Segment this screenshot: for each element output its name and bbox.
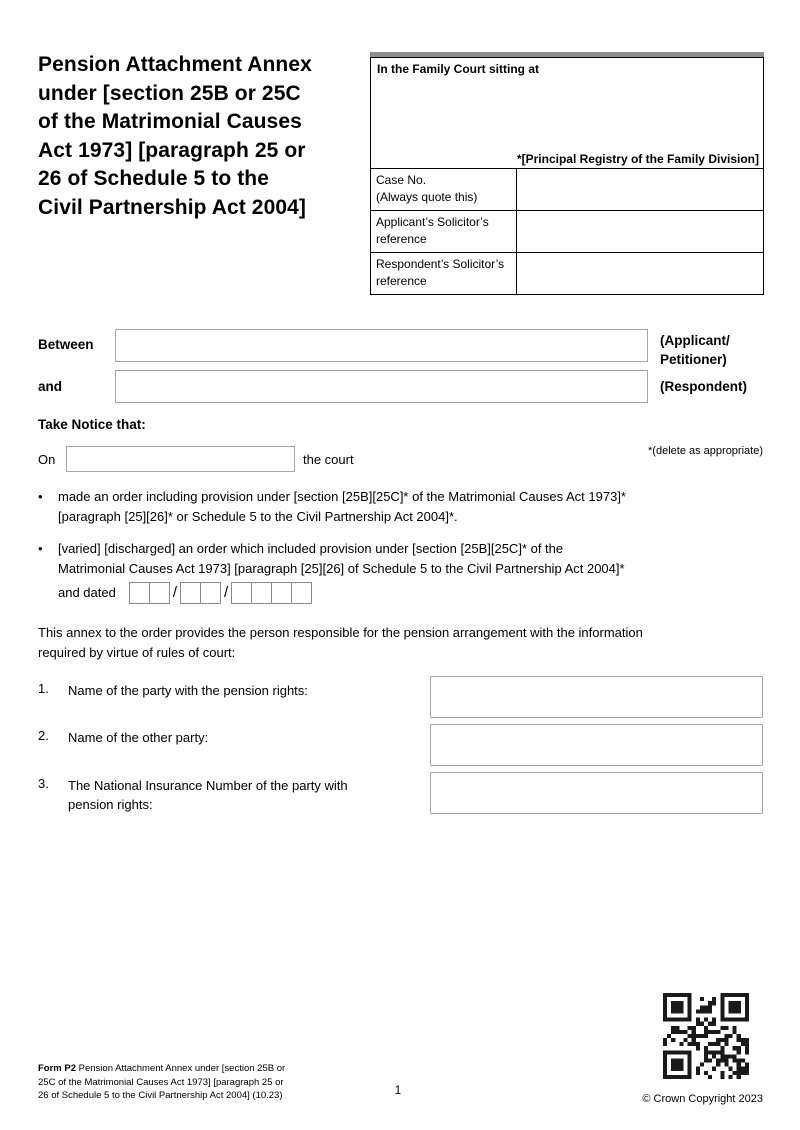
bullet-varied-order-text (58, 539, 750, 604)
respondent-name-input[interactable] (115, 370, 648, 403)
bullet-made-order-text (58, 487, 750, 527)
date-year-cell[interactable] (251, 582, 272, 604)
other-party-name-input[interactable] (430, 724, 763, 766)
form-title-line: Pension Attachment Annex (38, 53, 312, 76)
date-year-cell[interactable] (271, 582, 292, 604)
item-3-label-line: pension rights: (68, 797, 153, 812)
delete-as-appropriate-note: *(delete as appropriate) (648, 445, 763, 457)
case-number-label-line: Case No. (376, 173, 427, 187)
respondent-role-label: (Respondent) (660, 379, 747, 394)
court-name-cell[interactable] (371, 58, 763, 168)
and-dated-label: and dated (58, 585, 116, 600)
item-3-label-line: The National Insurance Number of the party with (68, 778, 348, 793)
respondent-solicitor-row (371, 252, 763, 294)
case-number-row (371, 168, 763, 210)
date-year-cell[interactable] (291, 582, 312, 604)
item-3-label (68, 776, 420, 814)
bullet-icon: • (38, 541, 43, 556)
applicant-solicitor-label-line: Applicant’s Solicitor’s (376, 215, 489, 229)
bullet-made-order-line: made an order including provision under [section [25B][25C]* of the Matrimonial Causes Act 1973]* (58, 489, 626, 504)
order-date-input[interactable] (66, 446, 295, 472)
annex-intro-paragraph (38, 623, 750, 663)
item-3-number: 3. (38, 776, 49, 791)
footer-form-line: 26 of Schedule 5 to the Civil Partnership Act 2004] (10.23) (38, 1090, 283, 1101)
page-number: 1 (394, 1085, 402, 1097)
dated-row (58, 582, 750, 604)
bullet-icon: • (38, 489, 43, 504)
date-separator: / (224, 584, 229, 601)
the-court-label: the court (303, 452, 354, 467)
and-label: and (38, 379, 63, 394)
respondent-solicitor-label (371, 253, 517, 294)
item-2-number: 2. (38, 728, 49, 743)
principal-registry-label: *[Principal Registry of the Family Division] (516, 152, 759, 166)
date-separator: / (172, 584, 178, 601)
form-title-line: 26 of Schedule 5 to the (38, 167, 270, 190)
bullet-made-order (38, 487, 750, 527)
date-month-cell[interactable] (180, 582, 201, 604)
date-year-group (231, 582, 312, 604)
footer-form-desc: Pension Attachment Annex under [section 25B or (78, 1063, 286, 1074)
date-day-group (129, 582, 170, 604)
respondent-solicitor-label-line: reference (376, 273, 427, 288)
applicant-solicitor-label-line: reference (376, 231, 427, 246)
bullet-made-order-line: [paragraph [25][26]* or Schedule 5 to the Civil Partnership Act 2004]*. (58, 509, 458, 524)
footer-form-line: 25C of the Matrimonial Causes Act 1973] [paragraph 25 or (38, 1076, 284, 1088)
form-title-line: Civil Partnership Act 2004] (38, 195, 307, 219)
court-details-table (370, 57, 764, 295)
bullet-varied-order-line: [varied] [discharged] an order which included provision under [section [25B][25C]* of the (58, 541, 564, 556)
case-number-label (371, 169, 517, 210)
applicant-role-line: (Applicant/ (660, 333, 730, 348)
form-title-line: under [section 25B or 25C (38, 81, 301, 105)
date-year-cell[interactable] (231, 582, 252, 604)
applicant-role-line: Petitioner) (660, 352, 727, 367)
footer-form-id: Form P2 (38, 1063, 77, 1074)
applicant-solicitor-label (371, 211, 517, 252)
item-1-number: 1. (38, 681, 49, 696)
item-1-label: Name of the party with the pension rights: (68, 683, 308, 698)
case-number-hint: (Always quote this) (376, 189, 478, 204)
item-2-label: Name of the other party: (68, 730, 209, 745)
footer-form-reference (38, 1062, 358, 1103)
date-day-cell[interactable] (149, 582, 170, 604)
copyright-notice: © Crown Copyright 2023 (642, 1093, 763, 1105)
bullet-varied-order-line: Matrimonial Causes Act 1973] [paragraph [25][26] of Schedule 5 to the Civil Partnership Act 2004]* (58, 561, 625, 576)
form-title-line: of the Matrimonial Causes (38, 110, 302, 133)
respondent-solicitor-input[interactable] (517, 253, 763, 294)
take-notice-heading: Take Notice that: (38, 417, 146, 432)
on-label: On (38, 452, 56, 467)
applicant-role-label (660, 331, 730, 369)
applicant-name-input[interactable] (115, 329, 648, 362)
between-label: Between (38, 337, 94, 352)
form-title-line: Act 1973] [paragraph 25 or (38, 138, 306, 162)
annex-intro-line: This annex to the order provides the person responsible for the pension arrangement with the information (38, 625, 643, 640)
date-month-group (180, 582, 221, 604)
footer-form-line (38, 1062, 358, 1076)
date-month-cell[interactable] (200, 582, 221, 604)
form-title (38, 51, 378, 222)
case-number-input[interactable] (517, 169, 763, 210)
bullet-varied-order (38, 539, 750, 604)
qr-code (663, 993, 749, 1079)
respondent-solicitor-label-line: Respondent’s Solicitor’s (376, 257, 505, 271)
date-day-cell[interactable] (129, 582, 150, 604)
applicant-solicitor-row (371, 210, 763, 252)
annex-intro-line: required by virtue of rules of court: (38, 645, 236, 660)
applicant-solicitor-input[interactable] (517, 211, 763, 252)
ni-number-input[interactable] (430, 772, 763, 814)
pension-party-name-input[interactable] (430, 676, 763, 718)
court-name-label: In the Family Court sitting at (377, 62, 540, 76)
